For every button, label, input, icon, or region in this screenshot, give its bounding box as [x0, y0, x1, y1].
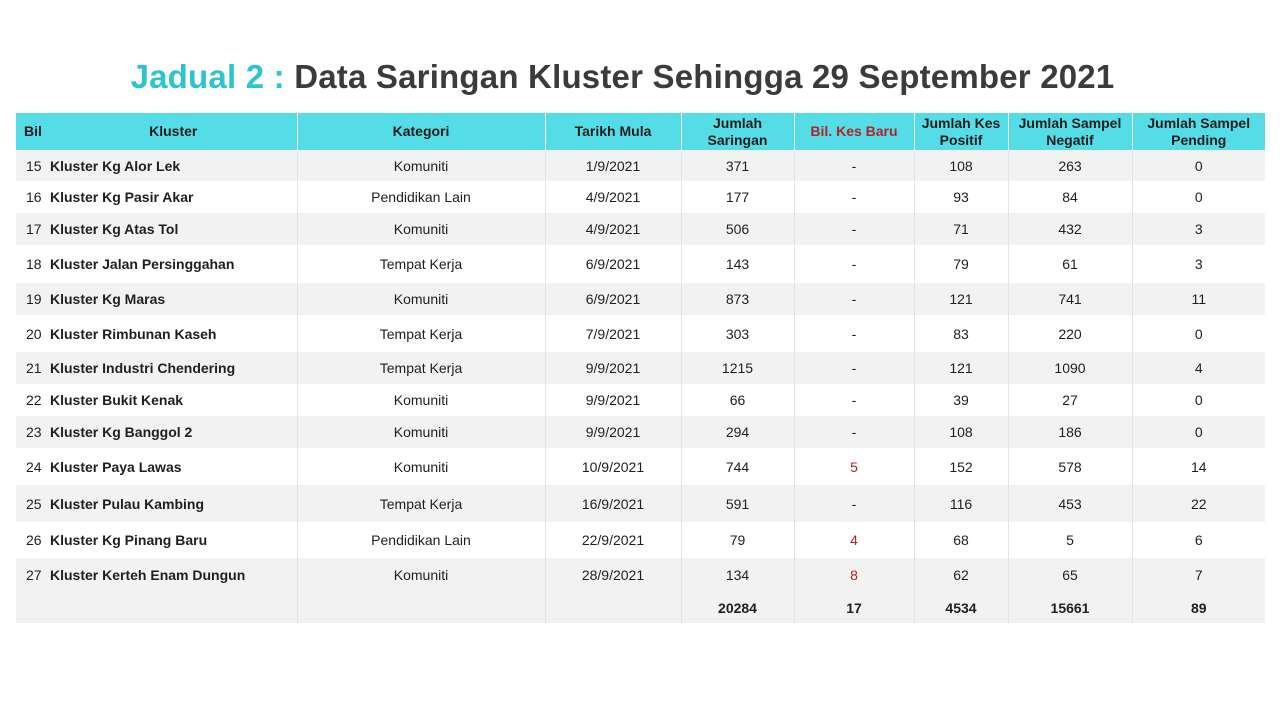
cell-negatif: 61 — [1008, 245, 1132, 283]
cell-tarikh: 1/9/2021 — [545, 150, 681, 181]
cell-negatif: 5 — [1008, 522, 1132, 558]
totals-row — [16, 592, 1265, 623]
cell-saringan: 143 — [681, 245, 794, 283]
table-row — [16, 181, 1265, 213]
cell-kluster: Kluster Bukit Kenak — [50, 384, 297, 416]
header-tarikh-mula: Tarikh Mula — [545, 113, 681, 150]
total-kes-baru: 17 — [794, 592, 914, 623]
page-title — [0, 58, 1245, 96]
cell-positif: 93 — [914, 181, 1008, 213]
header-bil: Bil — [16, 113, 50, 150]
cell-kategori: Tempat Kerja — [297, 352, 545, 384]
header-jumlah-sampel-negatif: Jumlah Sampel Negatif — [1008, 113, 1132, 150]
cell-pending: 0 — [1132, 150, 1265, 181]
cell-kluster: Kluster Kg Atas Tol — [50, 213, 297, 245]
cell-tarikh: 4/9/2021 — [545, 213, 681, 245]
cell-positif: 116 — [914, 485, 1008, 522]
cell-bil: 22 — [16, 384, 50, 416]
cell-negatif: 220 — [1008, 315, 1132, 352]
cell-kes-baru: 5 — [794, 448, 914, 485]
cell-positif: 62 — [914, 558, 1008, 592]
table-header-row — [16, 113, 1265, 150]
cell-bil: 23 — [16, 416, 50, 448]
cell-kategori: Komuniti — [297, 558, 545, 592]
cell-kluster: Kluster Paya Lawas — [50, 448, 297, 485]
cell-tarikh: 4/9/2021 — [545, 181, 681, 213]
cell-kes-baru: - — [794, 150, 914, 181]
cell-saringan: 744 — [681, 448, 794, 485]
header-bil-kes-baru: Bil. Kes Baru — [794, 113, 914, 150]
table-row — [16, 485, 1265, 522]
cell-kes-baru: 4 — [794, 522, 914, 558]
cell-kategori: Tempat Kerja — [297, 245, 545, 283]
cell-bil: 15 — [16, 150, 50, 181]
table-row — [16, 416, 1265, 448]
table-row — [16, 384, 1265, 416]
cell-bil: 26 — [16, 522, 50, 558]
cell-positif: 152 — [914, 448, 1008, 485]
total-saringan: 20284 — [681, 592, 794, 623]
cell-kategori: Komuniti — [297, 213, 545, 245]
cell-bil: 21 — [16, 352, 50, 384]
cell-positif: 68 — [914, 522, 1008, 558]
table-row — [16, 315, 1265, 352]
cell-pending: 6 — [1132, 522, 1265, 558]
cell-kes-baru: - — [794, 416, 914, 448]
cell-saringan: 506 — [681, 213, 794, 245]
cell-kluster: Kluster Kg Alor Lek — [50, 150, 297, 181]
cell-tarikh: 28/9/2021 — [545, 558, 681, 592]
cell-bil: 19 — [16, 283, 50, 315]
cell-pending: 0 — [1132, 384, 1265, 416]
cell-tarikh: 10/9/2021 — [545, 448, 681, 485]
cell-kategori: Komuniti — [297, 283, 545, 315]
cell-saringan: 873 — [681, 283, 794, 315]
cell-kluster: Kluster Jalan Persinggahan — [50, 245, 297, 283]
header-jumlah-sampel-pending: Jumlah Sampel Pending — [1132, 113, 1265, 150]
total-empty-cell — [297, 592, 545, 623]
cell-tarikh: 6/9/2021 — [545, 245, 681, 283]
cell-positif: 83 — [914, 315, 1008, 352]
cell-kategori: Komuniti — [297, 448, 545, 485]
cell-kluster: Kluster Kg Banggol 2 — [50, 416, 297, 448]
cell-kes-baru: - — [794, 245, 914, 283]
cell-bil: 17 — [16, 213, 50, 245]
cell-pending: 0 — [1132, 416, 1265, 448]
header-jumlah-saringan: Jumlah Saringan — [681, 113, 794, 150]
cell-pending: 3 — [1132, 213, 1265, 245]
cell-negatif: 65 — [1008, 558, 1132, 592]
cell-saringan: 591 — [681, 485, 794, 522]
cell-kes-baru: - — [794, 283, 914, 315]
cell-negatif: 186 — [1008, 416, 1132, 448]
cell-kes-baru: - — [794, 485, 914, 522]
cell-kategori: Pendidikan Lain — [297, 181, 545, 213]
cell-kluster: Kluster Kg Pinang Baru — [50, 522, 297, 558]
cell-positif: 121 — [914, 352, 1008, 384]
cell-kluster: Kluster Industri Chendering — [50, 352, 297, 384]
cell-kluster: Kluster Pulau Kambing — [50, 485, 297, 522]
table-body — [16, 150, 1265, 623]
cell-negatif: 453 — [1008, 485, 1132, 522]
cluster-table — [16, 113, 1265, 623]
total-empty-cell — [16, 592, 50, 623]
cell-tarikh: 9/9/2021 — [545, 384, 681, 416]
cell-kluster: Kluster Rimbunan Kaseh — [50, 315, 297, 352]
cell-tarikh: 6/9/2021 — [545, 283, 681, 315]
cell-positif: 108 — [914, 150, 1008, 181]
header-kategori: Kategori — [297, 113, 545, 150]
cell-positif: 108 — [914, 416, 1008, 448]
total-negatif: 15661 — [1008, 592, 1132, 623]
table-row — [16, 448, 1265, 485]
cell-kluster: Kluster Kg Pasir Akar — [50, 181, 297, 213]
cell-kluster: Kluster Kg Maras — [50, 283, 297, 315]
cell-positif: 121 — [914, 283, 1008, 315]
cell-positif: 71 — [914, 213, 1008, 245]
cell-tarikh: 7/9/2021 — [545, 315, 681, 352]
total-empty-cell — [50, 592, 297, 623]
table-row — [16, 213, 1265, 245]
cell-saringan: 371 — [681, 150, 794, 181]
cell-saringan: 303 — [681, 315, 794, 352]
cell-pending: 7 — [1132, 558, 1265, 592]
cell-negatif: 741 — [1008, 283, 1132, 315]
cell-kategori: Tempat Kerja — [297, 485, 545, 522]
table-row — [16, 558, 1265, 592]
cell-bil: 27 — [16, 558, 50, 592]
cell-kes-baru: - — [794, 213, 914, 245]
cell-saringan: 177 — [681, 181, 794, 213]
cell-bil: 24 — [16, 448, 50, 485]
cell-negatif: 84 — [1008, 181, 1132, 213]
cell-kes-baru: - — [794, 384, 914, 416]
cell-negatif: 27 — [1008, 384, 1132, 416]
cell-pending: 0 — [1132, 315, 1265, 352]
title-prefix: Jadual 2 : — [130, 58, 285, 95]
cell-bil: 16 — [16, 181, 50, 213]
cell-pending: 14 — [1132, 448, 1265, 485]
cell-kes-baru: - — [794, 315, 914, 352]
cell-positif: 39 — [914, 384, 1008, 416]
cell-kluster: Kluster Kerteh Enam Dungun — [50, 558, 297, 592]
cell-bil: 20 — [16, 315, 50, 352]
header-jumlah-kes-positif: Jumlah Kes Positif — [914, 113, 1008, 150]
cell-pending: 4 — [1132, 352, 1265, 384]
cell-saringan: 79 — [681, 522, 794, 558]
cell-saringan: 66 — [681, 384, 794, 416]
total-pending: 89 — [1132, 592, 1265, 623]
cell-kes-baru: 8 — [794, 558, 914, 592]
cell-pending: 3 — [1132, 245, 1265, 283]
table-row — [16, 522, 1265, 558]
cell-pending: 22 — [1132, 485, 1265, 522]
cell-saringan: 294 — [681, 416, 794, 448]
total-positif: 4534 — [914, 592, 1008, 623]
cell-bil: 25 — [16, 485, 50, 522]
table-row — [16, 245, 1265, 283]
cell-pending: 0 — [1132, 181, 1265, 213]
cell-positif: 79 — [914, 245, 1008, 283]
cell-negatif: 432 — [1008, 213, 1132, 245]
cell-kategori: Tempat Kerja — [297, 315, 545, 352]
table-row — [16, 283, 1265, 315]
header-kluster: Kluster — [50, 113, 297, 150]
cell-negatif: 578 — [1008, 448, 1132, 485]
cell-negatif: 263 — [1008, 150, 1132, 181]
cell-pending: 11 — [1132, 283, 1265, 315]
cell-tarikh: 9/9/2021 — [545, 416, 681, 448]
cell-kategori: Komuniti — [297, 384, 545, 416]
cell-kategori: Komuniti — [297, 150, 545, 181]
cell-tarikh: 16/9/2021 — [545, 485, 681, 522]
cell-kes-baru: - — [794, 352, 914, 384]
cell-kes-baru: - — [794, 181, 914, 213]
cell-saringan: 134 — [681, 558, 794, 592]
cell-saringan: 1215 — [681, 352, 794, 384]
cell-bil: 18 — [16, 245, 50, 283]
table-row — [16, 352, 1265, 384]
cell-kategori: Komuniti — [297, 416, 545, 448]
cell-tarikh: 9/9/2021 — [545, 352, 681, 384]
title-main: Data Saringan Kluster Sehingga 29 September 2021 — [294, 58, 1115, 95]
total-empty-cell — [545, 592, 681, 623]
table-row — [16, 150, 1265, 181]
cell-negatif: 1090 — [1008, 352, 1132, 384]
cell-kategori: Pendidikan Lain — [297, 522, 545, 558]
cell-tarikh: 22/9/2021 — [545, 522, 681, 558]
